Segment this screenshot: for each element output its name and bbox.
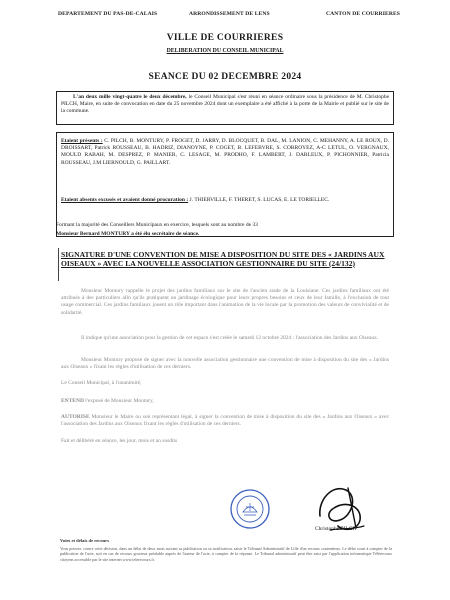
present-paragraph bbox=[61, 138, 389, 167]
arrondissement-header: ARRONDISSEMENT DE LENS bbox=[189, 11, 270, 17]
department-header: DEPARTEMENT DU PAS-DE-CALAIS bbox=[58, 11, 158, 17]
canton-header: CANTON DE COURRIERES bbox=[326, 11, 401, 17]
intro-text: le Conseil Municipal s'est réuni en séance ordinaire sous la présidence de M. Christophe PILCH, Maire, en suite de convocation en date du 25 novembre 2024 dont un exemplaire a été affiché à la porte de la Mairie et publié sur le site de la commune. bbox=[61, 94, 390, 115]
autorise-lead: AUTORISE bbox=[61, 414, 90, 420]
footer-text: Vous pouvez, contre cette décision, dans un délai de deux mois suivant sa publication ou sa notification, saisir le Tribunal Administratif de Lille d'un recours contentieux. Le délai court à compter de la publication de l'acte, soit en cas de recours gracieux préalable auprès de l'auteur de l'acte, à compter de la réponse. Le Tribunal administratif peut être saisi par l'application informatique Télérecours citoyens accessible par le site internet www.telerecours.fr. bbox=[60, 546, 392, 562]
secretary-line: Monsieur Bernard MONTURY a été élu secrétaire de séance. bbox=[56, 231, 200, 237]
body-paragraph-6 bbox=[61, 414, 389, 428]
body-paragraph-7: Fait et délibéré en séance, les jour, mois et an susdits bbox=[61, 438, 178, 444]
city-stamp-icon bbox=[229, 488, 271, 530]
body-paragraph-3: Monsieur Montury propose de signer avec la nouvelle association gestionnaire une convention de mise à disposition du site des « Jardins aux Oiseaux » fixant les règles d'utilisation de ces derniers. bbox=[61, 357, 389, 371]
entend-text: l'exposé de Monsieur Montury, bbox=[85, 398, 154, 404]
session-title: SEANCE DU 02 DECEMBRE 2024 bbox=[148, 72, 302, 82]
body-paragraph-4: Le Conseil Municipal, à l'unanimité, bbox=[61, 380, 142, 386]
city-title: VILLE DE COURRIERES bbox=[166, 33, 284, 43]
absent-label: Etaient absents excusés et avaient donné procuration : bbox=[61, 197, 189, 203]
quorum-line: Formant la majorité des Conseillers Municipaux en exercice, lesquels sont au nombre de 33 bbox=[56, 222, 258, 228]
body-paragraph-5 bbox=[61, 398, 389, 405]
footer-title: Voies et délais de recours bbox=[60, 538, 109, 543]
entend-lead: ENTEND bbox=[61, 398, 84, 404]
body-paragraph-2: Il indique qu'une association pour la gestion de cet espace s'est créée le samedi 12 octobre 2024 : l'association des Jardins aux Oiseaux. bbox=[81, 335, 379, 341]
margin-rule bbox=[58, 248, 59, 281]
present-label: Etaient présents : bbox=[61, 138, 103, 144]
intro-paragraph bbox=[61, 94, 389, 116]
intro-lead: L'an deux mille vingt-quatre le deux décembre, bbox=[73, 94, 187, 100]
autorise-text: Monsieur le Maire ou son représentant légal, à signer la convention de mise à disposition du site des « Jardins aux Oiseaux » avec l'association des Jardins aux Oiseaux fixant les règles d'utilisation de ces derniers. bbox=[61, 414, 390, 428]
deliberation-subtitle: DELIBERATION DU CONSEIL MUNICIPAL bbox=[166, 48, 284, 54]
signature-label: Christophe PILCH bbox=[315, 526, 357, 532]
absent-names: J. THIERVILLE, F. THERET, S. LUCAS, E. LE TORIELLEC. bbox=[189, 197, 330, 203]
body-paragraph-1: Monsieur Montury rappelle le projet des jardins familiaux sur le site de l'ancien stade de la Louisiane. Ces jardins familiaux ont été attribués à des particuliers afin qu'ils pratiquent un jardinage écologique pour leurs propres besoins et ceux de leur famille, à l'exclusion de tout usage commercial. Ces jardins familiaux jouent un rôle important dans l'animation de la vie locale par la promotion des valeurs de convivialité et de solidarité. bbox=[61, 288, 389, 316]
absent-paragraph bbox=[61, 197, 389, 204]
section-title: SIGNATURE D'UNE CONVENTION DE MISE A DISPOSITION DU SITE DES « JARDINS AUX OISEAUX » AVEC LA NOUVELLE ASSOCIATION GESTIONNAIRE DU SITE (24/132) bbox=[61, 250, 385, 268]
present-names: C. PILCH, B. MONTURY, P. FROGET, D. JARRY, D. BLOCQUET, B. DAL, M. LANION, C. MEHANNY, A. LE ROUX, D. DROISSART, Patrick ROUSSEAU, B. HADRIZ, DIANOYNE, P. COGET, B. LEFEBVRE, S. CORROYEZ, A-C LETUL, O. VERGNAUX, MOULD RABAH, M. DESPREZ, P. MANIER, C. LESAGE, M. PRODHO, F. LAMBERT, J. DARLEUX, P. PICHONNIER, Patricia ROUSSEAU, J.M LIERNOULD, G. PAILLART. bbox=[61, 138, 389, 166]
